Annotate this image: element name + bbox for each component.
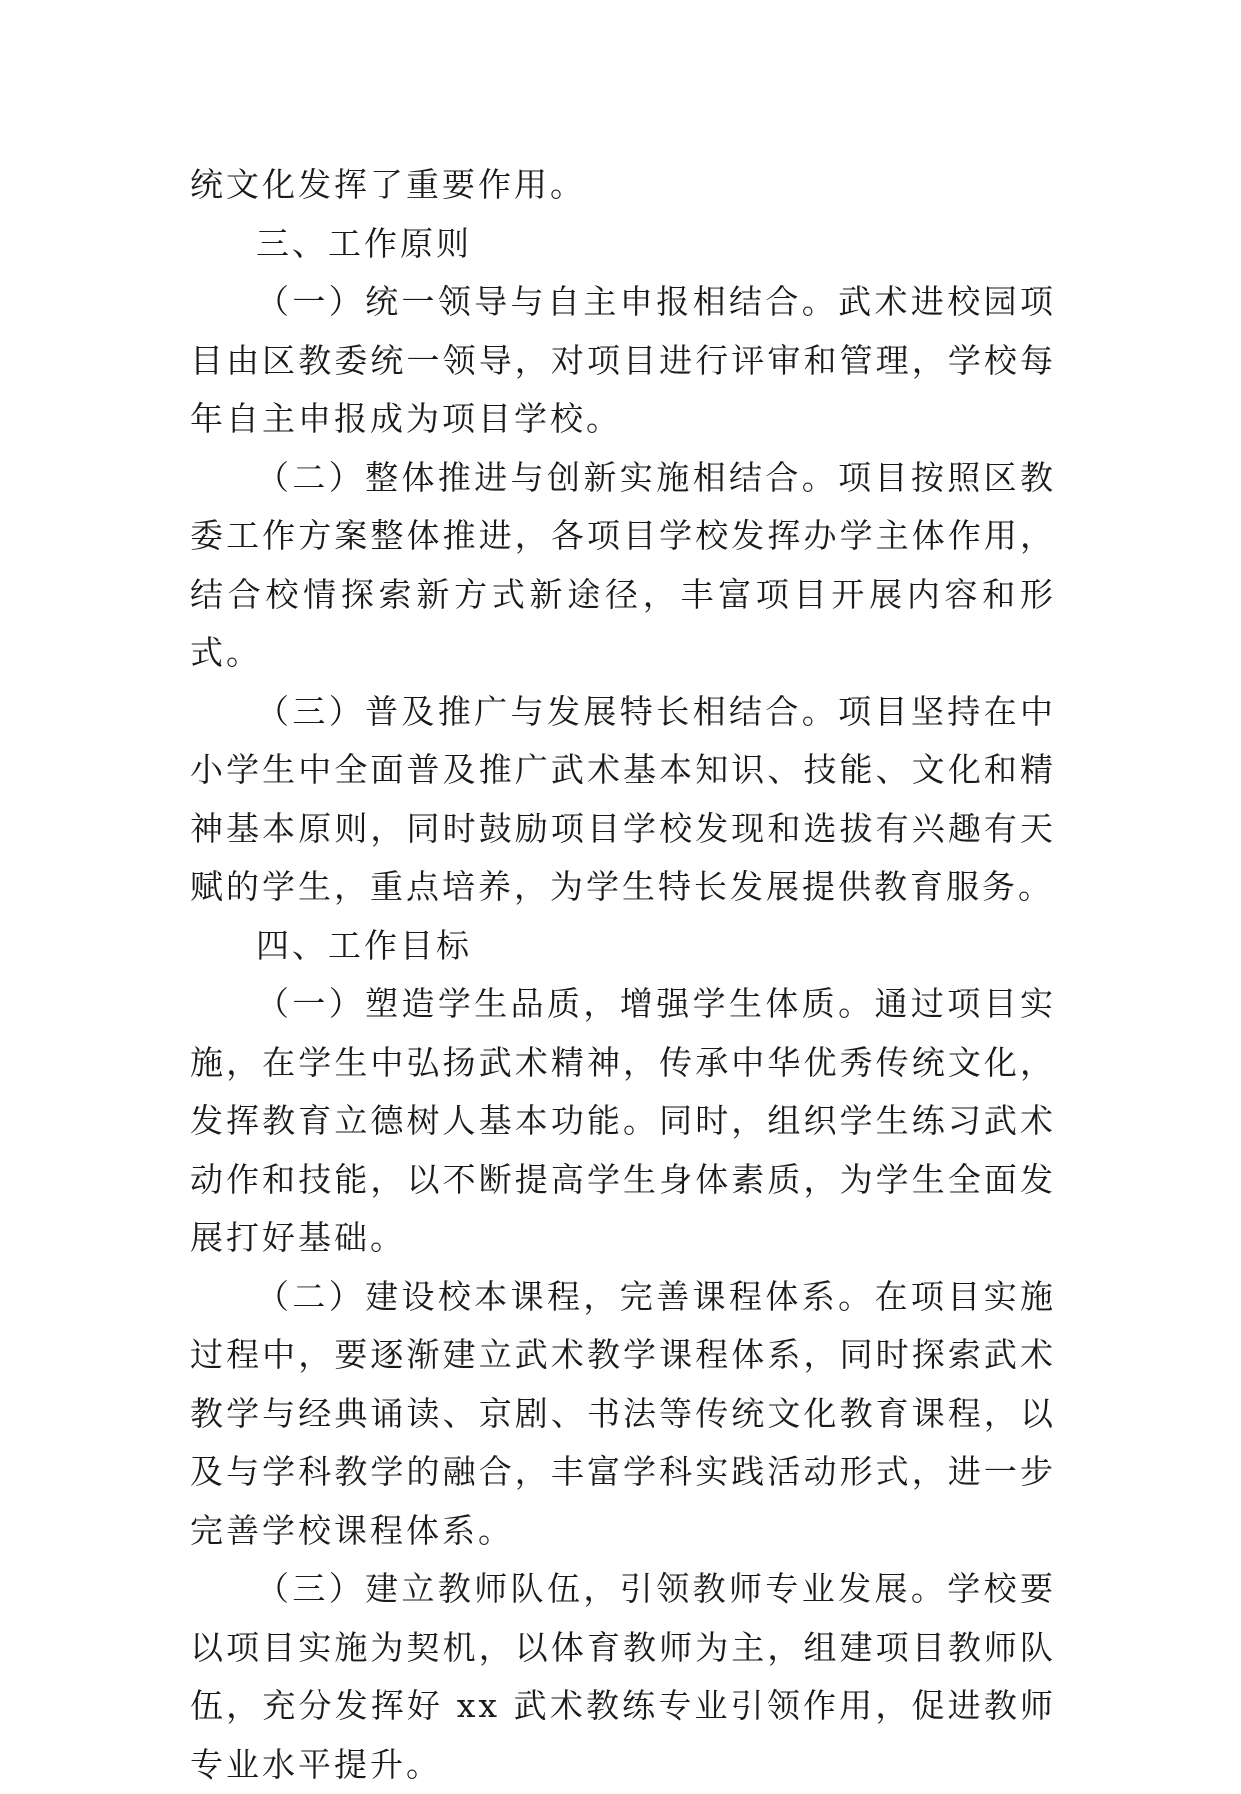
document-body bbox=[190, 156, 1056, 1794]
continuation-paragraph: 统文化发挥了重要作用。 bbox=[190, 165, 586, 204]
goal-paragraph-2: （二）建设校本课程，完善课程体系。在项目实施过程中，要逐渐建立武术教学课程体系，同时探索武术教学与经典诵读、京剧、书法等传统文化教育课程，以及与学科教学的融合，丰富学科实践活动形式，进一步完善学校课程体系。 bbox=[190, 1276, 1056, 1550]
principle-paragraph-3: （三）普及推广与发展特长相结合。项目坚持在中小学生中全面普及推广武术基本知识、技能、文化和精神基本原则，同时鼓励项目学校发现和选拔有兴趣有天赋的学生，重点培养，为学生特长发展提供教育服务。 bbox=[190, 691, 1056, 906]
goal-paragraph-3: （三）建立教师队伍，引领教师专业发展。学校要以项目实施为契机，以体育教师为主，组建项目教师队伍，充分发挥好 xx 武术教练专业引领作用，促进教师专业水平提升。 bbox=[190, 1569, 1056, 1784]
principle-paragraph-1: （一）统一领导与自主申报相结合。武术进校园项目由区教委统一领导，对项目进行评审和管理，学校每年自主申报成为项目学校。 bbox=[190, 282, 1056, 438]
principle-paragraph-2: （二）整体推进与创新实施相结合。项目按照区教委工作方案整体推进，各项目学校发挥办学主体作用，结合校情探索新方式新途径，丰富项目开展内容和形式。 bbox=[190, 457, 1056, 672]
section-heading-principles: 三、工作原则 bbox=[256, 223, 472, 263]
section-heading-goals: 四、工作目标 bbox=[256, 925, 472, 965]
goal-paragraph-1: （一）塑造学生品质，增强学生体质。通过项目实施，在学生中弘扬武术精神，传承中华优秀传统文化，发挥教育立德树人基本功能。同时，组织学生练习武术动作和技能，以不断提高学生身体素质，为学生全面发展打好基础。 bbox=[190, 984, 1056, 1257]
